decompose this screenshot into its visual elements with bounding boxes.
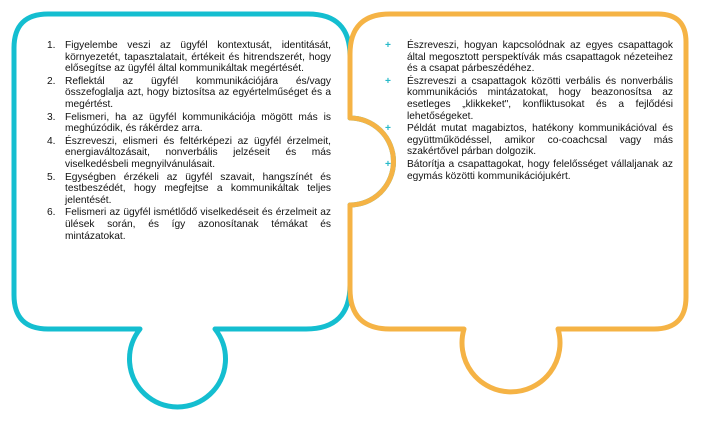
list-item — [385, 40, 673, 75]
item-number: 5. — [47, 171, 56, 183]
list-item — [43, 207, 331, 242]
item-number: 4. — [47, 135, 56, 147]
item-number: 2. — [47, 75, 56, 87]
left-numbered-list — [43, 40, 331, 242]
item-text: Észreveszi, elismeri és feltérképezi az ügyfél érzelmeit, energiaváltozásait, nonverbális jelzéseit és más viselkedésbeli megnyilvánulásait. — [65, 135, 331, 170]
item-text: Egységben érzékeli az ügyfél szavait, hangszínét és testbeszédét, hogy megfejtse a kommunikáltak teljes jelentését. — [65, 171, 331, 206]
item-text: Példát mutat magabiztos, hatékony kommunikációval és együttműködéssel, amikor co-coachcsal vagy más szakértővel párban dolgozik. — [407, 123, 673, 158]
plus-bullet-icon: + — [385, 75, 391, 87]
right-bullet-list — [385, 40, 673, 182]
item-number: 6. — [47, 207, 56, 219]
list-item — [43, 136, 331, 171]
item-text: Felismeri, ha az ügyfél kommunikációja mögött más is meghúzódik, és rákérdez arra. — [65, 111, 331, 135]
item-text: Észreveszi, hogyan kapcsolódnak az egyes csapattagok által megosztott perspektívák más csapattagok nézeteihez és a csapat párbeszédéhez. — [407, 40, 673, 75]
item-text: Figyelembe veszi az ügyfél kontextusát, identitását, környezetét, tapasztalatait, értékeit és hitrendszerét, hogy elősegítse az ügyfél által kommunikáltak megértését. — [65, 40, 331, 75]
left-panel — [43, 40, 331, 243]
list-item — [385, 123, 673, 158]
item-number: 3. — [47, 111, 56, 123]
list-item — [43, 172, 331, 207]
list-item — [43, 40, 331, 75]
list-item — [385, 76, 673, 122]
item-number: 1. — [47, 40, 56, 51]
plus-bullet-icon: + — [385, 40, 391, 51]
plus-bullet-icon: + — [385, 123, 391, 135]
item-text: Bátorítja a csapattagokat, hogy felelősséget vállaljanak az egymás közötti kommunikációjukért. — [407, 158, 673, 182]
plus-bullet-icon: + — [385, 158, 391, 170]
right-panel — [385, 40, 673, 183]
list-item — [385, 159, 673, 182]
item-text: Felismeri az ügyfél ismétlődő viselkedéseit és érzelmeit az ülések során, és így azonosítanak témákat és mintázatokat. — [65, 207, 331, 242]
item-text: Észreveszi a csapattagok közötti verbális és nonverbális kommunikációs mintázatokat, hogy beazonosítsa az esetleges „klikkeket", konfliktusokat és a fejlődési lehetőségeket. — [407, 75, 673, 122]
list-item — [43, 76, 331, 111]
list-item — [43, 112, 331, 135]
item-text: Reflektál az ügyfél kommunikációjára és/vagy összefoglalja azt, hogy biztosítsa az egyértelműséget és a megértést. — [65, 75, 331, 110]
